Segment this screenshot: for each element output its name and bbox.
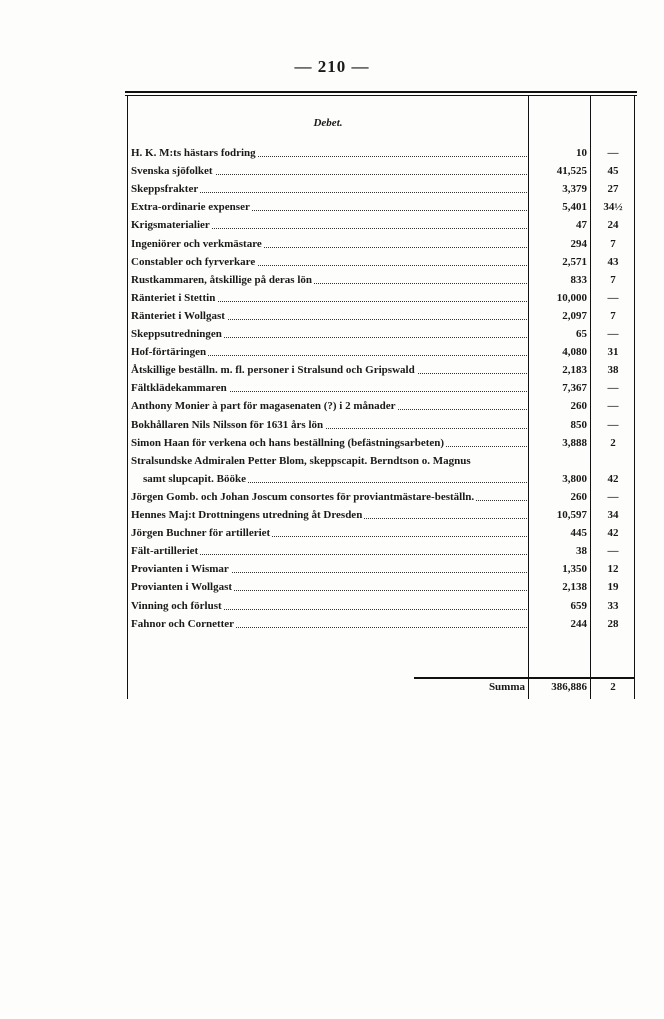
row-description: Åtskillige beställn. m. fl. personer i Stralsund och Gripswald xyxy=(131,361,527,379)
table-row xyxy=(0,361,664,379)
row-sub-amount: — xyxy=(607,147,619,159)
row-description: Bokhållaren Nils Nilsson för 1631 års lön xyxy=(131,416,527,434)
row-description: Ränteriet i Stettin xyxy=(131,289,527,307)
row-description: Provianten i Wollgast xyxy=(131,578,527,596)
row-amount: 47 xyxy=(576,219,587,232)
table-row xyxy=(0,434,664,452)
row-description: Fahnor och Cornetter xyxy=(131,615,527,633)
row-sub-amount: 7 xyxy=(610,309,616,322)
row-sub-amount: 7 xyxy=(610,273,616,286)
row-amount: 10 xyxy=(576,147,587,159)
row-amount: 445 xyxy=(570,527,587,540)
row-description: Krigsmaterialier xyxy=(131,216,527,234)
row-sub-amount: 19 xyxy=(607,581,619,594)
row-amount: 5,401 xyxy=(562,201,587,214)
row-sub-amount: 27 xyxy=(607,183,619,196)
row-sub-amount: — xyxy=(607,328,619,340)
table-row-continuation xyxy=(0,470,664,488)
row-sub-amount: 45 xyxy=(607,165,619,178)
row-amount: 3,800 xyxy=(562,472,587,485)
row-amount: 294 xyxy=(570,237,587,250)
table-row xyxy=(0,452,664,470)
table-row xyxy=(0,542,664,560)
page-number: — 210 — xyxy=(294,57,370,76)
row-amount: 65 xyxy=(576,328,587,340)
row-amount: 260 xyxy=(570,490,587,503)
row-description: Simon Haan för verkena och hans beställning (befästningsarbeten) xyxy=(131,434,527,452)
row-sub-amount: — xyxy=(607,490,619,503)
table-row xyxy=(0,289,664,307)
row-amount: 2,571 xyxy=(562,255,587,268)
row-description: Skeppsfrakter xyxy=(131,180,527,198)
table-row xyxy=(0,597,664,615)
row-sub-amount: 2 xyxy=(610,436,616,449)
table-row xyxy=(0,180,664,198)
row-description: H. K. M:ts hästars fodring xyxy=(131,144,527,162)
row-description: Rustkammaren, åtskillige på deras lön xyxy=(131,271,527,289)
table-row xyxy=(0,198,664,216)
row-description: Extra-ordinarie expenser xyxy=(131,198,527,216)
table-row xyxy=(0,506,664,524)
row-description: Fält-artilleriet xyxy=(131,542,527,560)
row-description: Hof-förtäringen xyxy=(131,343,527,361)
row-description: Hennes Maj:t Drottningens utredning åt Dresden xyxy=(131,506,527,524)
table-row xyxy=(0,560,664,578)
row-sub-amount: 31 xyxy=(607,346,619,359)
row-description: Provianten i Wismar xyxy=(131,560,527,578)
row-description: Svenska sjöfolket xyxy=(131,162,527,180)
row-sub-amount: — xyxy=(607,418,619,431)
table-row xyxy=(0,578,664,596)
row-amount: 38 xyxy=(576,545,587,558)
table-row xyxy=(0,343,664,361)
row-sub-amount: 12 xyxy=(607,563,619,576)
row-amount: 2,183 xyxy=(562,364,587,377)
row-sub-amount: 28 xyxy=(607,617,619,630)
row-description: Jörgen Buchner för artilleriet xyxy=(131,524,527,542)
table-row xyxy=(0,162,664,180)
row-description: Skeppsutredningen xyxy=(131,325,527,343)
row-description: Ränteriet i Wollgast xyxy=(131,307,527,325)
row-description: Constabler och fyrverkare xyxy=(131,253,527,271)
table-row xyxy=(0,271,664,289)
section-heading: Debet. xyxy=(313,117,343,129)
row-description: Ingeniörer och verkmästare xyxy=(131,235,527,253)
row-amount: 4,080 xyxy=(562,346,587,359)
row-amount: 659 xyxy=(570,599,587,612)
table-top-rule xyxy=(125,91,637,96)
row-description: Vinning och förlust xyxy=(131,597,527,615)
total-label: Summa xyxy=(488,681,525,693)
total-sub: 2 xyxy=(610,681,616,693)
row-sub-amount: — xyxy=(607,400,619,413)
row-amount: 850 xyxy=(570,418,587,431)
row-amount: 260 xyxy=(570,400,587,413)
row-sub-amount: 34½ xyxy=(603,201,623,214)
row-sub-amount: 24 xyxy=(607,219,619,232)
table-row xyxy=(0,235,664,253)
table-row xyxy=(0,144,664,162)
row-description-continued: samt slupcapit. Bööke xyxy=(143,470,527,488)
total-amount: 386,886 xyxy=(551,681,587,693)
row-sub-amount: 38 xyxy=(607,364,619,377)
table-row xyxy=(0,524,664,542)
row-sub-amount: — xyxy=(607,545,619,558)
row-amount: 3,379 xyxy=(562,183,587,196)
row-amount: 7,367 xyxy=(562,382,587,395)
table-row xyxy=(0,325,664,343)
row-sub-amount: 7 xyxy=(610,237,616,250)
row-sub-amount: 42 xyxy=(607,472,619,485)
row-amount: 1,350 xyxy=(562,563,587,576)
row-amount: 2,097 xyxy=(562,309,587,322)
table-row xyxy=(0,379,664,397)
table-row xyxy=(0,307,664,325)
table-row xyxy=(0,488,664,506)
table-row xyxy=(0,416,664,434)
row-sub-amount: 42 xyxy=(607,527,619,540)
row-amount: 2,138 xyxy=(562,581,587,594)
row-sub-amount: — xyxy=(607,382,619,395)
table-row xyxy=(0,615,664,633)
row-description: Fältklädekammaren xyxy=(131,379,527,397)
row-sub-amount: — xyxy=(607,291,619,304)
row-amount: 41,525 xyxy=(556,165,587,178)
row-amount: 10,597 xyxy=(556,509,587,521)
row-amount: 244 xyxy=(570,617,587,630)
row-description: Stralsundske Admiralen Petter Blom, skeppscapit. Berndtson o. Magnus xyxy=(131,454,471,467)
row-amount: 833 xyxy=(570,273,587,286)
table-row xyxy=(0,216,664,234)
row-description: Jörgen Gomb. och Johan Joscum consortes för proviantmästare-beställn. xyxy=(131,488,527,506)
row-amount: 3,888 xyxy=(562,436,587,449)
row-amount: 10,000 xyxy=(556,291,587,304)
table-row xyxy=(0,397,664,415)
table-row xyxy=(0,253,664,271)
sum-rule xyxy=(414,677,634,679)
row-sub-amount: 34 xyxy=(607,509,619,521)
row-description: Anthony Monier à part för magasenaten (?) i 2 månader xyxy=(131,397,527,415)
row-sub-amount: 43 xyxy=(607,255,619,268)
row-sub-amount: 33 xyxy=(607,599,619,612)
